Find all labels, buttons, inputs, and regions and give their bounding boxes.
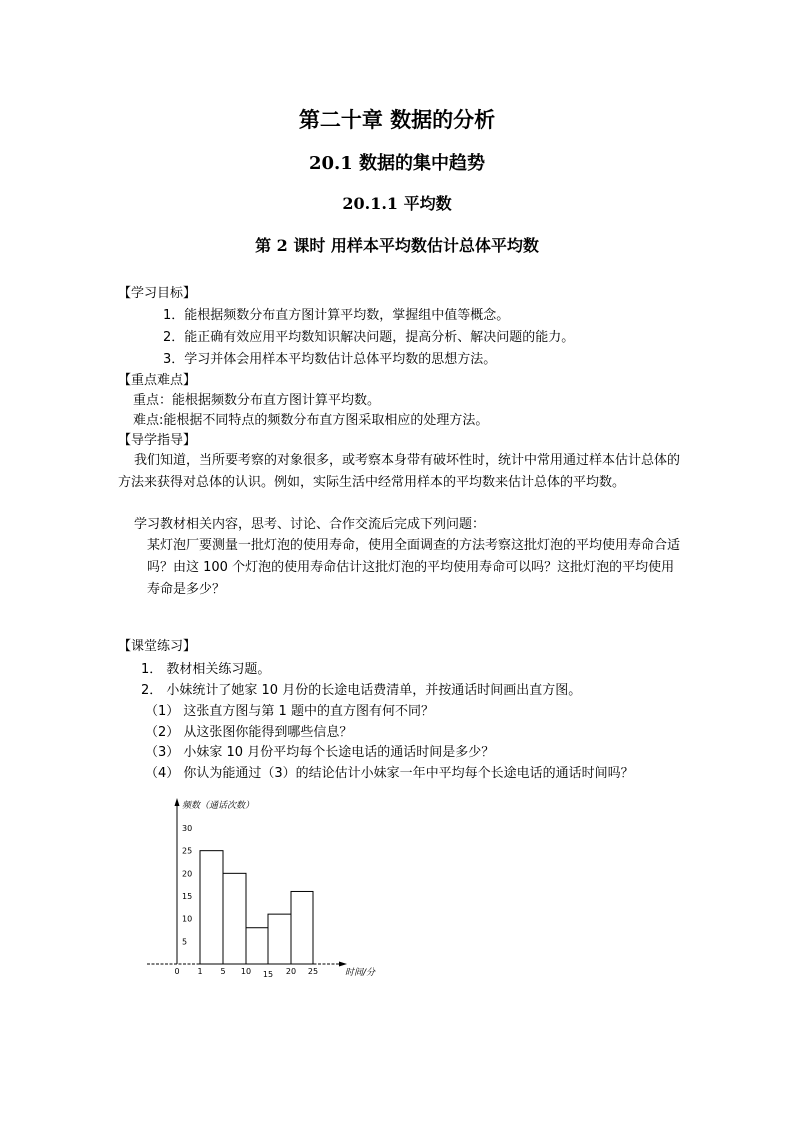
y-tick-label: 10 [182,914,193,924]
y-axis-label: 频数（通话次数） [182,801,255,811]
practice-question: （2） 从这张图你能得到哪些信息？ [145,725,353,740]
histogram-bar [291,891,313,964]
y-tick-label: 20 [182,869,193,879]
x-tick-label: 15 [262,970,274,979]
practice-item: 1． 教材相关练习题。 [141,662,271,677]
x-tick-label: 25 [307,967,319,976]
histogram-bar [246,928,268,964]
practice-item: 2． 小妹统计了她家 10 月份的长途电话费清单，并按通话时间画出直方图。 [141,683,582,698]
key-point: 重点：能根据频数分布直方图计算平均数。 [133,393,381,408]
chapter-title: 第二十章 数据的分析 [298,107,496,132]
y-tick-label: 30 [182,824,193,833]
histogram-bar [200,851,223,964]
x-tick-label: 5 [220,967,226,976]
practice-question: （4） 你认为能通过（3）的结论估计小妹家一年中平均每个长途电话的通话时间吗？ [145,766,634,781]
section-title: 20.1 数据的集中趋势 [308,153,486,174]
lightbulb-question: 某灯泡厂要测量一批灯泡的使用寿命，使用全面调查的方法考察这批灯泡的平均使用寿命合适吗？由这 100 个灯泡的使用寿命估计这批灯泡的平均使用寿命可以吗？这批灯泡的平均使用寿命是多少？ [147,538,681,597]
goal-item: 3．学习并体会用样本平均数估计总体平均数的思想方法。 [163,352,497,367]
x-tick-label: 0 [174,967,180,976]
guide-paragraph: 我们知道，当所要考察的对象很多，或考察本身带有破坏性时，统计中常用通过样本估计总体的方法来获得对总体的认识。例如，实际生活中经常用样本的平均数来估计总体的平均数。 [118,453,681,490]
x-tick-label: 10 [240,967,252,976]
subsection-title: 20.1.1 平均数 [342,194,452,213]
lesson-title: 第 2 课时 用样本平均数估计总体平均数 [255,236,539,255]
x-axis-label: 时间/分 [345,968,376,978]
histogram-bar [268,914,291,964]
x-tick-label: 1 [197,967,203,976]
goal-item: 1．能根据频数分布直方图计算平均数，掌握组中值等概念。 [163,308,510,323]
keypoints-heading: 【重点难点】 [118,373,197,388]
practice-heading: 【课堂练习】 [118,639,197,654]
goal-item: 2．能正确有效应用平均数知识解决问题，提高分析、解决问题的能力。 [163,330,575,345]
practice-question: （3） 小妹家 10 月份平均每个长途电话的通话时间是多少？ [145,745,495,760]
histogram-bar [223,873,246,964]
y-tick-label: 5 [182,937,188,947]
y-axis-arrow [175,798,180,806]
guide-instruction: 学习教材相关内容，思考、讨论、合作交流后完成下列问题： [134,517,486,532]
y-tick-label: 25 [182,846,193,856]
x-axis-arrow [339,962,347,967]
x-tick-label: 20 [285,967,297,976]
difficulty-point: 难点:能根据不同特点的频数分布直方图采取相应的处理方法。 [133,413,489,428]
y-tick-label: 15 [182,892,193,901]
guide-heading: 【导学指导】 [118,433,197,448]
practice-question: （1） 这张直方图与第 1 题中的直方图有何不同？ [145,704,434,719]
goals-heading: 【学习目标】 [118,286,197,301]
